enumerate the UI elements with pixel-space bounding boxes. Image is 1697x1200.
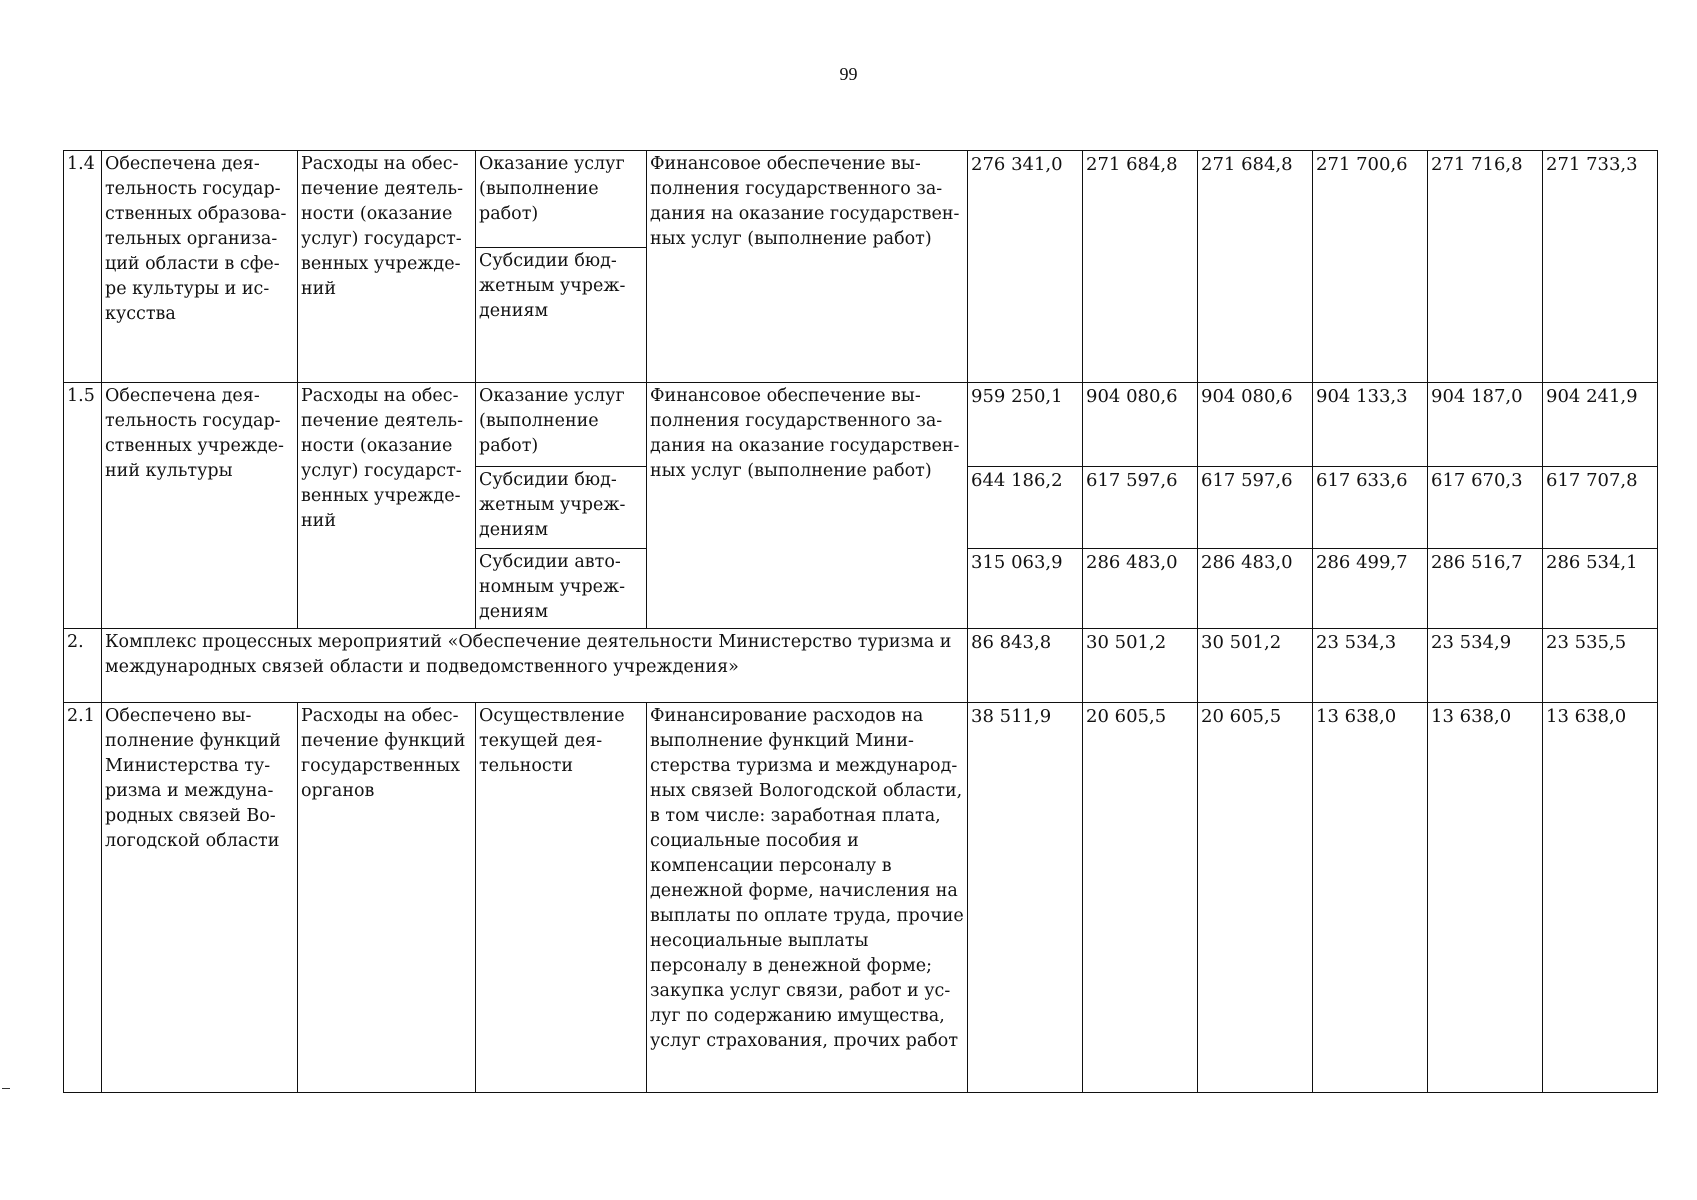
row-index: 2. <box>64 629 102 703</box>
activity-cell: Субсидии автономным учреждениям <box>476 549 647 629</box>
value-cell: 23 535,5 <box>1543 629 1658 703</box>
table-row-2 <box>64 629 1658 703</box>
value-cell: 23 534,3 <box>1313 629 1428 703</box>
activity-cell: Оказание услуг (выполнение работ) <box>476 151 647 248</box>
expense-cell: Расходы на обеспечение деятельности (оказание услуг) государственных учреждений <box>298 383 476 629</box>
description-cell: Финансирование расходов на выполнение функций Министерства туризма и международных связей Вологодской области, в том числе: заработная плата, социальные пособия и компенсации персоналу в денежной форме, начисления на выплаты по оплате труда, прочие несоциальные выплаты персоналу в денежной форме; закупка услуг связи, работ и услуг по содержанию имущества, услуг страхования, прочих работ <box>647 703 968 1093</box>
activity-cell: Осуществление текущей деятельности <box>476 703 647 1093</box>
scan-margin-mark <box>2 1088 10 1089</box>
budget-table <box>63 150 1658 1093</box>
value-cell: 617 670,3 <box>1428 467 1543 549</box>
value-cell: 13 638,0 <box>1313 703 1428 1093</box>
goal-cell: Обеспечена деятельность государственных учреждений культуры <box>102 383 298 629</box>
row-index: 2.1 <box>64 703 102 1093</box>
value-cell: 20 605,5 <box>1083 703 1198 1093</box>
value-cell: 617 633,6 <box>1313 467 1428 549</box>
value-cell: 315 063,9 <box>968 549 1083 629</box>
table-row-1-4 <box>64 151 1658 248</box>
value-cell: 30 501,2 <box>1083 629 1198 703</box>
value-cell: 23 534,9 <box>1428 629 1543 703</box>
value-cell: 30 501,2 <box>1198 629 1313 703</box>
table-row-1-5 <box>64 383 1658 467</box>
value-cell: 617 707,8 <box>1543 467 1658 549</box>
table-row-2-1 <box>64 703 1658 1093</box>
activity-cell: Субсидии бюджетным учреждениям <box>476 467 647 549</box>
value-cell: 271 684,8 <box>1198 151 1313 383</box>
value-cell: 271 700,6 <box>1313 151 1428 383</box>
value-cell: 286 483,0 <box>1198 549 1313 629</box>
value-cell: 904 080,6 <box>1198 383 1313 467</box>
value-cell: 644 186,2 <box>968 467 1083 549</box>
description-cell: Финансовое обеспечение выполнения государственного задания на оказание государственных услуг (выполнение работ) <box>647 383 968 629</box>
value-cell: 904 133,3 <box>1313 383 1428 467</box>
activity-cell: Оказание услуг (выполнение работ) <box>476 383 647 467</box>
value-cell: 276 341,0 <box>968 151 1083 383</box>
row-index: 1.4 <box>64 151 102 383</box>
expense-cell: Расходы на обеспечение функций государственных органов <box>298 703 476 1093</box>
goal-cell: Обеспечено выполнение функций Министерства туризма и международных связей Вологодской области <box>102 703 298 1093</box>
value-cell: 38 511,9 <box>968 703 1083 1093</box>
value-cell: 286 516,7 <box>1428 549 1543 629</box>
value-cell: 271 733,3 <box>1543 151 1658 383</box>
activity-cell: Субсидии бюджетным учреждениям <box>476 248 647 383</box>
row-index: 1.5 <box>64 383 102 629</box>
value-cell: 286 534,1 <box>1543 549 1658 629</box>
expense-cell: Расходы на обеспечение деятельности (оказание услуг) государственных учреждений <box>298 151 476 383</box>
value-cell: 13 638,0 <box>1543 703 1658 1093</box>
value-cell: 286 499,7 <box>1313 549 1428 629</box>
value-cell: 271 684,8 <box>1083 151 1198 383</box>
value-cell: 271 716,8 <box>1428 151 1543 383</box>
value-cell: 959 250,1 <box>968 383 1083 467</box>
description-cell: Финансовое обеспечение выполнения государственного задания на оказание государственных услуг (выполнение работ) <box>647 151 968 383</box>
value-cell: 86 843,8 <box>968 629 1083 703</box>
value-cell: 904 187,0 <box>1428 383 1543 467</box>
value-cell: 13 638,0 <box>1428 703 1543 1093</box>
value-cell: 904 080,6 <box>1083 383 1198 467</box>
goal-cell: Обеспечена деятельность государственных образовательных организаций области в сфере культуры и искусства <box>102 151 298 383</box>
value-cell: 617 597,6 <box>1198 467 1313 549</box>
complex-title-cell: Комплекс процессных мероприятий «Обеспечение деятельности Министерство туризма и международных связей области и подведомственного учреждения» <box>102 629 968 703</box>
page-number: 99 <box>839 64 858 84</box>
value-cell: 617 597,6 <box>1083 467 1198 549</box>
value-cell: 20 605,5 <box>1198 703 1313 1093</box>
value-cell: 904 241,9 <box>1543 383 1658 467</box>
value-cell: 286 483,0 <box>1083 549 1198 629</box>
